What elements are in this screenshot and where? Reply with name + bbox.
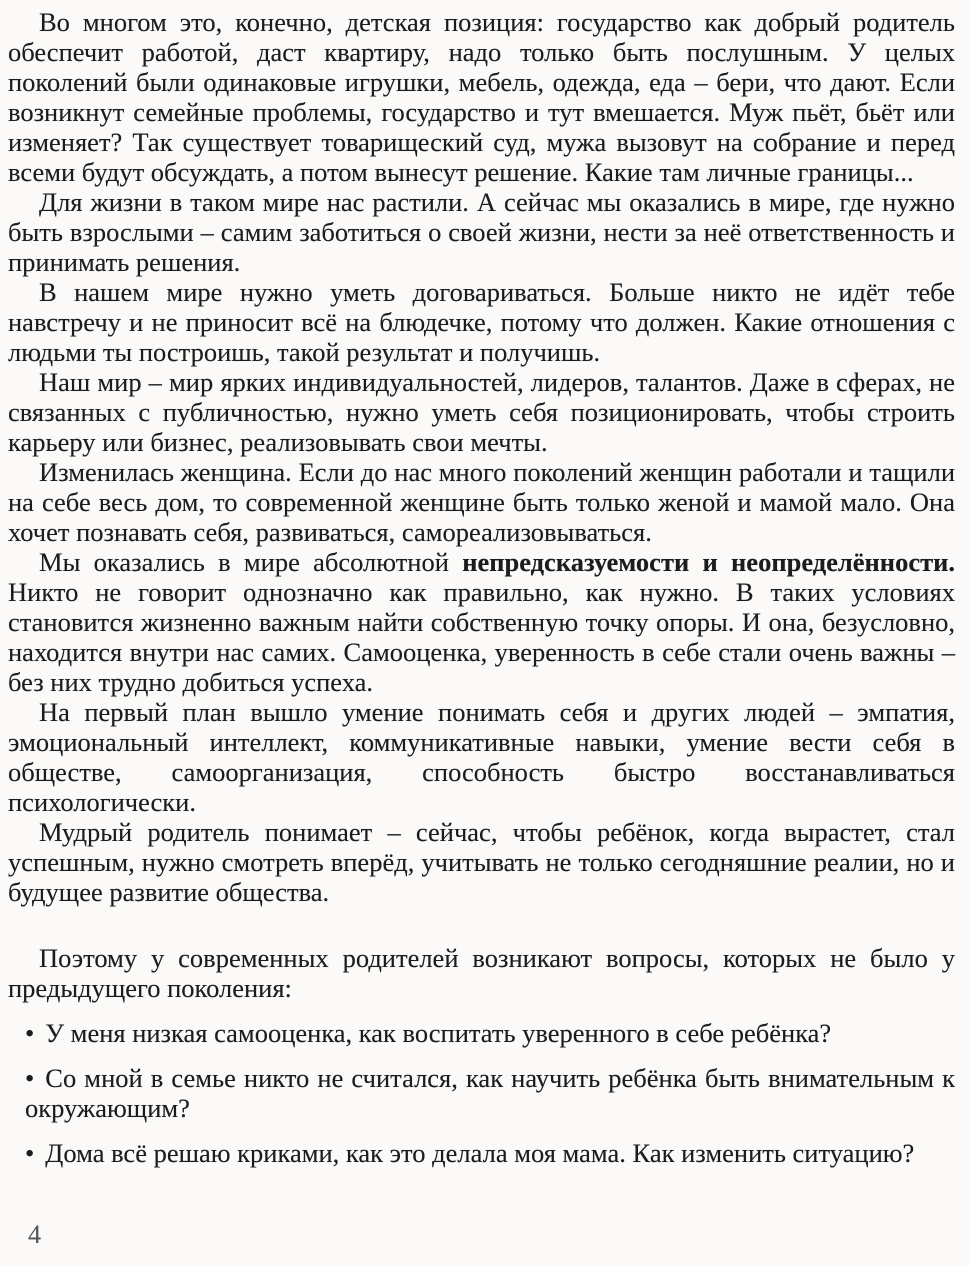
paragraph-text: Мы оказались в мире абсолютной [39,547,463,577]
list-item [25,1063,955,1123]
bold-phrase: непредсказуемости и неопределённости. [462,547,955,577]
bullet-icon: • [25,1063,35,1093]
list-item-text: У меня низкая самооценка, как воспитать уверенного в себе ребёнка? [45,1018,832,1048]
bullet-icon: • [25,1138,35,1168]
paragraph: Во многом это, конечно, детская позиция: государство как добрый родитель обеспечит работой, даст квартиру, надо только быть послушным. У целых поколений были одинаковые игрушки, мебель, одежда, еда – бери, что дают. Если возникнут семейные проблемы, государство и тут вмешается. Муж пьёт, бьёт или изменяет? Так существует товарищеский суд, мужа вызовут на собрание и перед всеми будут обсуждать, а потом вынесут решение. Какие там личные границы... [8,7,955,187]
list-item-text: Со мной в семье никто не считался, как научить ребёнка быть внимательным к окружающим? [25,1063,955,1123]
paragraph-text: Никто не говорит однозначно как правильно, как нужно. В таких условиях становится жизненно важным найти собственную точку опоры. И она, безусловно, находится внутри нас самих. Самооценка, уверенность в себе стали очень важны – без них трудно добиться успеха. [8,577,955,697]
paragraph: Для жизни в таком мире нас растили. А сейчас мы оказались в мире, где нужно быть взрослыми – самим заботиться о своей жизни, нести за неё ответственность и принимать решения. [8,187,955,277]
paragraph: Наш мир – мир ярких индивидуальностей, лидеров, талантов. Даже в сферах, не связанных с публичностью, нужно уметь себя позиционировать, чтобы строить карьеру или бизнес, реализовывать свои мечты. [8,367,955,457]
paragraph: Мудрый родитель понимает – сейчас, чтобы ребёнок, когда вырастет, стал успешным, нужно смотреть вперёд, учитывать не только сегодняшние реалии, но и будущее развитие общества. [8,817,955,907]
list-item [25,1138,955,1168]
paragraph: На первый план вышло умение понимать себя и других людей – эмпатия, эмоциональный интеллект, коммуникативные навыки, умение вести себя в обществе, самоорганизация, способность быстро восстанавливаться психологически. [8,697,955,817]
list-item-text: Дома всё решаю криками, как это делала моя мама. Как изменить ситуацию? [45,1138,915,1168]
paragraph: В нашем мире нужно уметь договариваться. Больше никто не идёт тебе навстречу и не приносит всё на блюдечке, потому что должен. Какие отношения с людьми ты построишь, такой результат и получишь. [8,277,955,367]
paragraph: Изменилась женщина. Если до нас много поколений женщин работали и тащили на себе весь дом, то современной женщине быть только женой и мамой мало. Она хочет познавать себя, развиваться, самореализовываться. [8,457,955,547]
paragraph-with-bold [8,547,955,697]
list-item [25,1018,955,1048]
questions-list [8,1018,955,1168]
bullet-icon: • [25,1018,35,1048]
questions-intro: Поэтому у современных родителей возникают вопросы, которых не было у предыдущего поколения: [8,943,955,1003]
page-number: 4 [28,1220,41,1249]
body-text [8,7,955,1168]
